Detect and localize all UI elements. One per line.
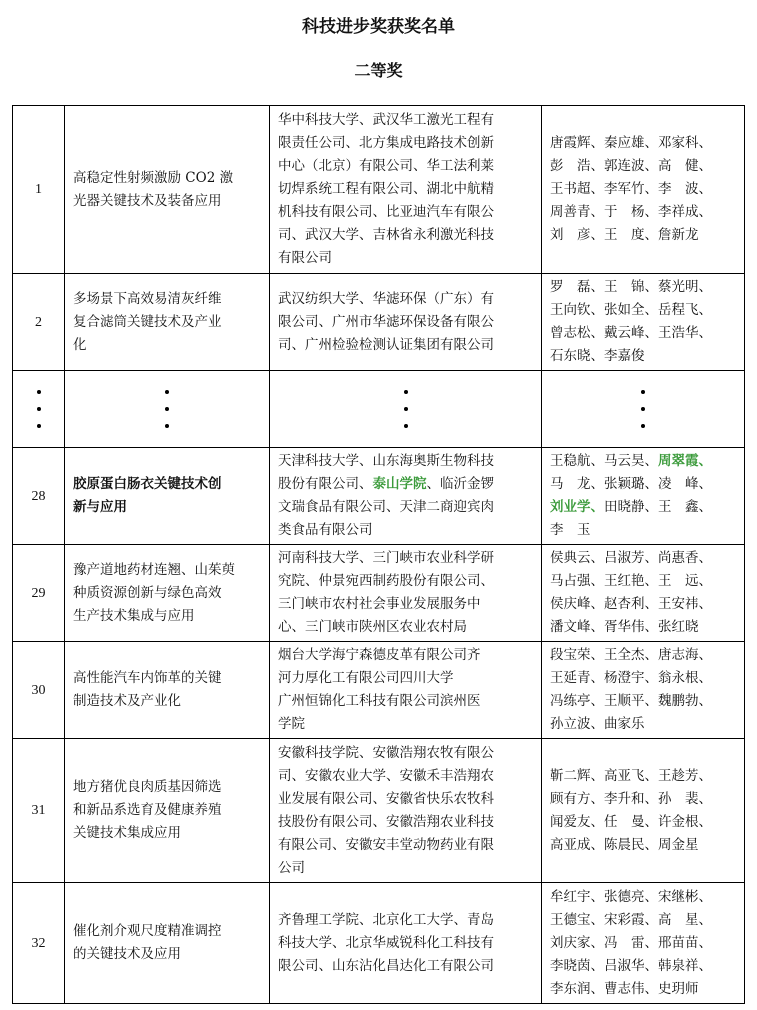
winners: 王稳航、马云昊、周翠霞、 马 龙、张颖璐、凌 峰、 刘业学、田晓静、王 鑫、 李 玉 bbox=[542, 448, 745, 545]
table-row bbox=[13, 642, 745, 739]
project-name: 催化剂介观尺度精准调控 的关键技术及应用 bbox=[65, 883, 270, 1004]
vertical-ellipsis-icon bbox=[13, 390, 64, 428]
row-number: 29 bbox=[13, 545, 65, 642]
row-number: 32 bbox=[13, 883, 65, 1004]
winners: 靳二辉、高亚飞、王趁芳、 顾有方、李升和、孙 裴、 闻爱友、任 曼、许金根、 高亚成、陈晨民、周金星 bbox=[542, 739, 745, 883]
ellipsis-cell bbox=[13, 371, 65, 448]
highlighted-organization: 泰山学院 bbox=[372, 476, 427, 492]
table-row bbox=[13, 545, 745, 642]
organizations: 华中科技大学、武汉华工激光工程有 限责任公司、北方集成电路技术创新 中心（北京）有限公司、华工法利莱 切焊系统工程有限公司、湖北中航精 机科技有限公司、比亚迪汽车有限公 司、武汉大学、吉林省永利激光科技 有限公司 bbox=[270, 106, 542, 274]
highlighted-person: 刘业学、 bbox=[550, 499, 604, 515]
award-table bbox=[12, 105, 745, 1004]
vertical-ellipsis-icon bbox=[65, 390, 269, 428]
organizations: 河南科技大学、三门峡市农业科学研 究院、仲景宛西制药股份有限公司、 三门峡市农村社会事业发展服务中 心、三门峡市陕州区农业农村局 bbox=[270, 545, 542, 642]
project-name: 地方猪优良肉质基因筛选 和新品系选育及健康养殖 关键技术集成应用 bbox=[65, 739, 270, 883]
winners: 侯典云、吕淑芳、尚惠香、 马占强、王红艳、王 远、 侯庆峰、赵杏利、王安祎、 潘文峰、胥华伟、张红晓 bbox=[542, 545, 745, 642]
project-name: 豫产道地药材连翘、山茱萸 种质资源创新与绿色高效 生产技术集成与应用 bbox=[65, 545, 270, 642]
table-row bbox=[13, 106, 745, 274]
vertical-ellipsis-icon bbox=[542, 390, 744, 428]
highlighted-person: 周翠霞、 bbox=[658, 453, 712, 469]
ellipsis-cell bbox=[65, 371, 270, 448]
row-number: 31 bbox=[13, 739, 65, 883]
winners: 牟红宇、张德亮、宋继彬、 王德宝、宋彩霞、高 星、 刘庆家、冯 雷、邢苗苗、 李晓茵、吕淑华、韩泉祥、 李东润、曹志伟、史玥师 bbox=[542, 883, 745, 1004]
organizations: 天津科技大学、山东海奥斯生物科技 股份有限公司、泰山学院、临沂金锣 文瑞食品有限公司、天津二商迎宾肉 类食品有限公司 bbox=[270, 448, 542, 545]
ellipsis-cell bbox=[270, 371, 542, 448]
table-row bbox=[13, 739, 745, 883]
row-number: 2 bbox=[13, 274, 65, 371]
project-name: 高稳定性射频激励 CO2 激 光器关键技术及装备应用 bbox=[65, 106, 270, 274]
organizations: 安徽科技学院、安徽浩翔农牧有限公 司、安徽农业大学、安徽禾丰浩翔农 业发展有限公司、安徽省快乐农牧科 技股份有限公司、安徽浩翔农业科技 有限公司、安徽安丰堂动物药业有限 公司 bbox=[270, 739, 542, 883]
table-row bbox=[13, 274, 745, 371]
vertical-ellipsis-icon bbox=[270, 390, 541, 428]
table-row bbox=[13, 883, 745, 1004]
project-name: 高性能汽车内饰革的关键 制造技术及产业化 bbox=[65, 642, 270, 739]
row-number: 30 bbox=[13, 642, 65, 739]
row-number: 28 bbox=[13, 448, 65, 545]
project-name: 多场景下高效易清灰纤维 复合滤筒关键技术及产业 化 bbox=[65, 274, 270, 371]
award-level-heading: 二等奖 bbox=[354, 61, 403, 80]
winners: 罗 磊、王 锦、蔡光明、 王向钦、张如全、岳程飞、 曾志松、戴云峰、王浩华、 石东晓、李嘉俊 bbox=[542, 274, 745, 371]
organizations: 武汉纺织大学、华滤环保（广东）有 限公司、广州市华滤环保设备有限公 司、广州检验检测认证集团有限公司 bbox=[270, 274, 542, 371]
organizations: 齐鲁理工学院、北京化工大学、青岛 科技大学、北京华威锐科化工科技有 限公司、山东沾化昌达化工有限公司 bbox=[270, 883, 542, 1004]
organizations: 烟台大学海宁森德皮革有限公司齐 河力厚化工有限公司四川大学 广州恒锦化工科技有限公司滨州医 学院 bbox=[270, 642, 542, 739]
winners: 唐霞辉、秦应雄、邓家科、 彭 浩、郭连波、高 健、 王书超、李军竹、李 波、 周善青、于 杨、李祥成、 刘 彦、王 度、詹新龙 bbox=[542, 106, 745, 274]
page-title: 科技进步奖获奖名单 bbox=[302, 17, 455, 37]
ellipsis-cell bbox=[542, 371, 745, 448]
project-name: 胶原蛋白肠衣关键技术创 新与应用 bbox=[65, 448, 270, 545]
table-row-highlighted bbox=[13, 448, 745, 545]
winners: 段宝荣、王全杰、唐志海、 王延青、杨澄宇、翁永根、 冯练亭、王顺平、魏鹏勃、 孙立波、曲家乐 bbox=[542, 642, 745, 739]
row-number: 1 bbox=[13, 106, 65, 274]
ellipsis-row bbox=[13, 371, 745, 448]
